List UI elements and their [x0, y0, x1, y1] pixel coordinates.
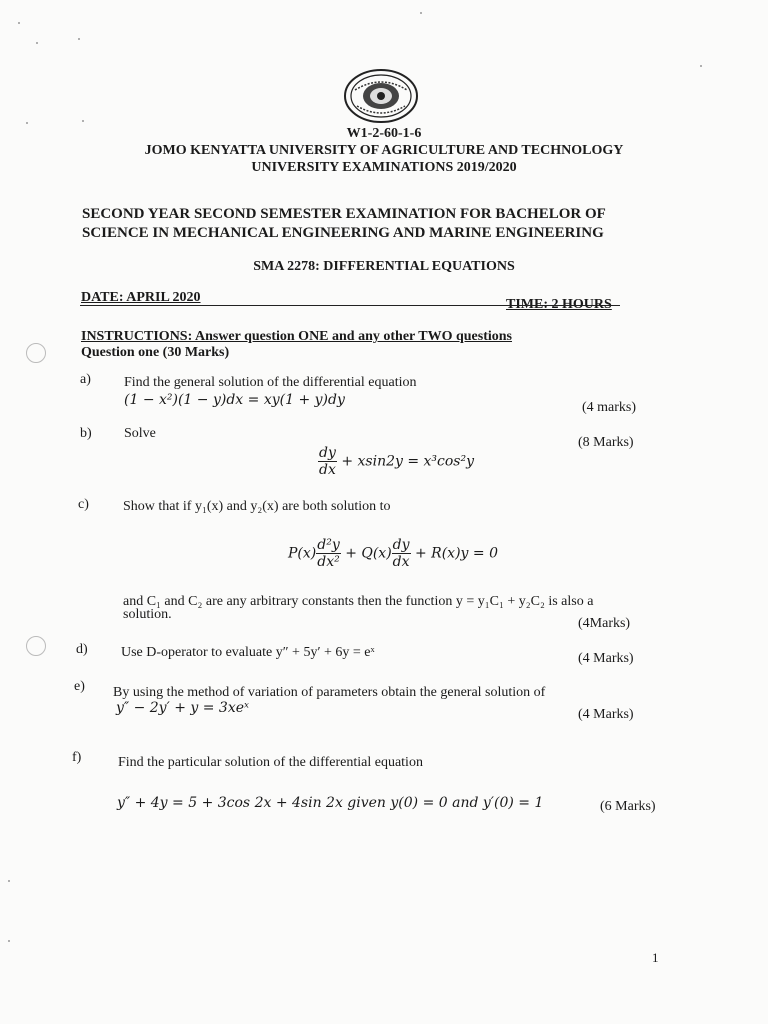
question-a-equation: (1 − x²)(1 − y)dx = xy(1 + y)dy: [124, 392, 345, 408]
scan-speck: [36, 42, 38, 44]
question-a-text: Find the general solution of the differential equation: [124, 375, 417, 390]
scan-speck: [8, 880, 10, 882]
instructions: INSTRUCTIONS: Answer question ONE and any other TWO questions: [81, 329, 512, 344]
first-derivative-fraction: [392, 537, 411, 570]
question-f-equation: y″ + 4y = 5 + 3cos 2x + 4sin 2x given y(0) = 0 and y′(0) = 1: [117, 795, 544, 811]
question-c-line2: and C₁ and C₂ are any arbitrary constants then the function y = y₁C₁ + y₂C₂ is also a: [123, 594, 594, 609]
question-one-title: Question one (30 Marks): [81, 345, 230, 360]
question-f-text: Find the particular solution of the differential equation: [118, 755, 423, 770]
fraction-denominator: dx: [392, 554, 410, 570]
scan-speck: [18, 22, 20, 24]
scan-speck: [700, 65, 702, 67]
exam-title-line1: SECOND YEAR SECOND SEMESTER EXAMINATION FOR BACHELOR OF: [82, 206, 606, 222]
question-b-equation-rest: + xsin2y = x³cos²y: [341, 453, 475, 470]
question-e-equation: y″ − 2y′ + y = 3xeˣ: [116, 700, 249, 716]
eq-term-r: + R(x)y = 0: [415, 545, 498, 562]
question-c-text: Show that if y₁(x) and y₂(x) are both solution to: [123, 499, 391, 514]
scan-speck: [8, 940, 10, 942]
exam-code: W1-2-60-1-6: [346, 126, 422, 141]
question-b-equation: [318, 445, 474, 478]
question-d-marks: (4 Marks): [578, 651, 634, 666]
scan-speck: [420, 12, 422, 14]
question-d-label: d): [76, 642, 88, 657]
question-f-marks: (6 Marks): [600, 799, 656, 814]
question-c-line3: solution.: [123, 607, 172, 622]
fraction-denominator: dx²: [317, 554, 340, 570]
question-c-equation: [288, 537, 498, 570]
question-b-marks: (8 Marks): [578, 435, 634, 450]
fraction-numerator: d²y: [317, 537, 340, 553]
scan-speck: [82, 120, 84, 122]
fraction-denominator: dx: [319, 462, 336, 478]
header-divider: [80, 305, 620, 306]
hole-punch-mark: [26, 343, 46, 363]
second-derivative-fraction: [316, 537, 340, 570]
question-c-label: c): [78, 497, 89, 512]
page-number: 1: [652, 950, 659, 965]
question-a-marks: (4 marks): [582, 400, 637, 415]
question-d-text: Use D-operator to evaluate y″ + 5y′ + 6y = eˣ: [121, 645, 375, 660]
exam-title-line2: SCIENCE IN MECHANICAL ENGINEERING AND MARINE ENGINEERING: [82, 225, 604, 241]
fraction-numerator: dy: [392, 537, 410, 553]
scan-speck: [26, 122, 28, 124]
university-name: JOMO KENYATTA UNIVERSITY OF AGRICULTURE AND TECHNOLOGY: [144, 143, 624, 158]
exam-session: UNIVERSITY EXAMINATIONS 2019/2020: [251, 160, 517, 175]
hole-punch-mark: [26, 636, 46, 656]
question-c-marks: (4Marks): [578, 616, 631, 631]
question-a-label: a): [80, 372, 91, 387]
question-f-label: f): [72, 750, 82, 765]
exam-time: TIME: 2 HOURS: [506, 297, 612, 312]
exam-date: DATE: APRIL 2020: [81, 290, 201, 305]
question-e-text: By using the method of variation of parameters obtain the general solution of: [113, 685, 546, 700]
fraction-numerator: dy: [319, 445, 336, 461]
question-b-label: b): [80, 426, 92, 441]
university-logo: [343, 68, 419, 124]
course-code: SMA 2278: DIFFERENTIAL EQUATIONS: [253, 259, 515, 274]
scan-speck: [78, 38, 80, 40]
question-e-label: e): [74, 679, 85, 694]
eq-term-p: P(x): [288, 545, 317, 562]
question-b-text: Solve: [124, 426, 156, 441]
question-e-marks: (4 Marks): [578, 707, 634, 722]
eq-term-q: + Q(x): [345, 545, 392, 562]
question-b-fraction: [318, 445, 337, 478]
